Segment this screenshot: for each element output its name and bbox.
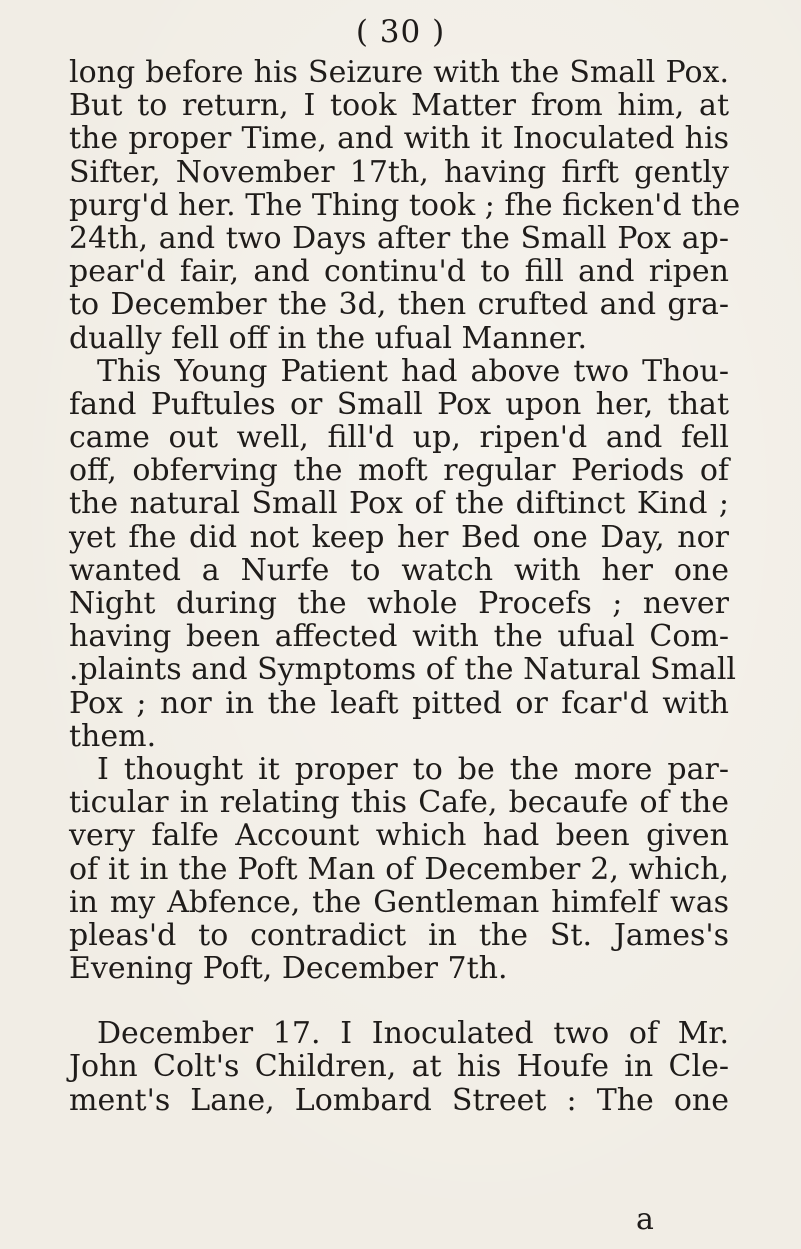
- text-line: 24th, and two Days after the Small Pox ap-: [69, 220, 729, 256]
- text-line: December 17. I Inoculated two of Mr.: [97, 1016, 729, 1052]
- text-line: Sifter, November 17th, having firft gently: [69, 154, 729, 190]
- body-text: [69, 55, 741, 1118]
- text-line: Evening Poft, December 7th.: [69, 951, 508, 987]
- text-line: fand Puftules or Small Pox upon her, that: [69, 386, 729, 422]
- text-line: wanted a Nurfe to watch with her one: [69, 552, 729, 588]
- text-line: came out well, fill'd up, ripen'd and fell: [69, 420, 729, 456]
- text-line: Night during the whole Procefs ; never: [69, 586, 729, 621]
- text-line: This Young Patient had above two Thou-: [97, 353, 729, 389]
- text-line: ment's Lane, Lombard Street : The one: [69, 1082, 729, 1118]
- text-line: John Colt's Children, at his Houfe in Cle-: [69, 1049, 729, 1085]
- page-number: ( 30 ): [355, 14, 446, 50]
- text-line: pear'd fair, and continu'd to fill and ripen: [69, 254, 729, 290]
- text-line: .plaints and Symptoms of the Natural Small: [69, 652, 737, 688]
- text-line: the natural Small Pox of the diftinct Kind ;: [69, 486, 729, 522]
- text-line: I thought it proper to be the more par-: [97, 751, 729, 787]
- text-line: in my Abfence, the Gentleman himfelf was: [69, 884, 729, 920]
- text-line: to December the 3d, then crufted and gra-: [69, 287, 729, 323]
- text-line: Pox ; nor in the leaft pitted or fcar'd with: [69, 685, 729, 721]
- text-line: very falfe Account which had been given: [69, 818, 729, 854]
- text-line: of it in the Poft Man of December 2, which,: [69, 851, 729, 887]
- text-line: yet fhe did not keep her Bed one Day, nor: [69, 519, 729, 555]
- text-line: having been affected with the ufual Com-: [69, 619, 729, 655]
- text-line: dually fell off in the ufual Manner.: [69, 320, 588, 356]
- text-line: off, obferving the moft regular Periods of: [69, 453, 729, 489]
- catchword: a: [636, 1202, 654, 1237]
- text-line: ticular in relating this Cafe, becaufe of the: [69, 785, 729, 821]
- text-line: them.: [69, 718, 157, 754]
- text-line: But to return, I took Matter from him, at: [69, 88, 729, 124]
- text-line: pleas'd to contradict in the St. James's: [69, 917, 729, 953]
- text-line: long before his Seizure with the Small Pox.: [69, 55, 729, 90]
- text-line: the proper Time, and with it Inoculated his: [69, 121, 729, 157]
- text-line: purg'd her. The Thing took ; fhe ficken'd the: [69, 187, 741, 223]
